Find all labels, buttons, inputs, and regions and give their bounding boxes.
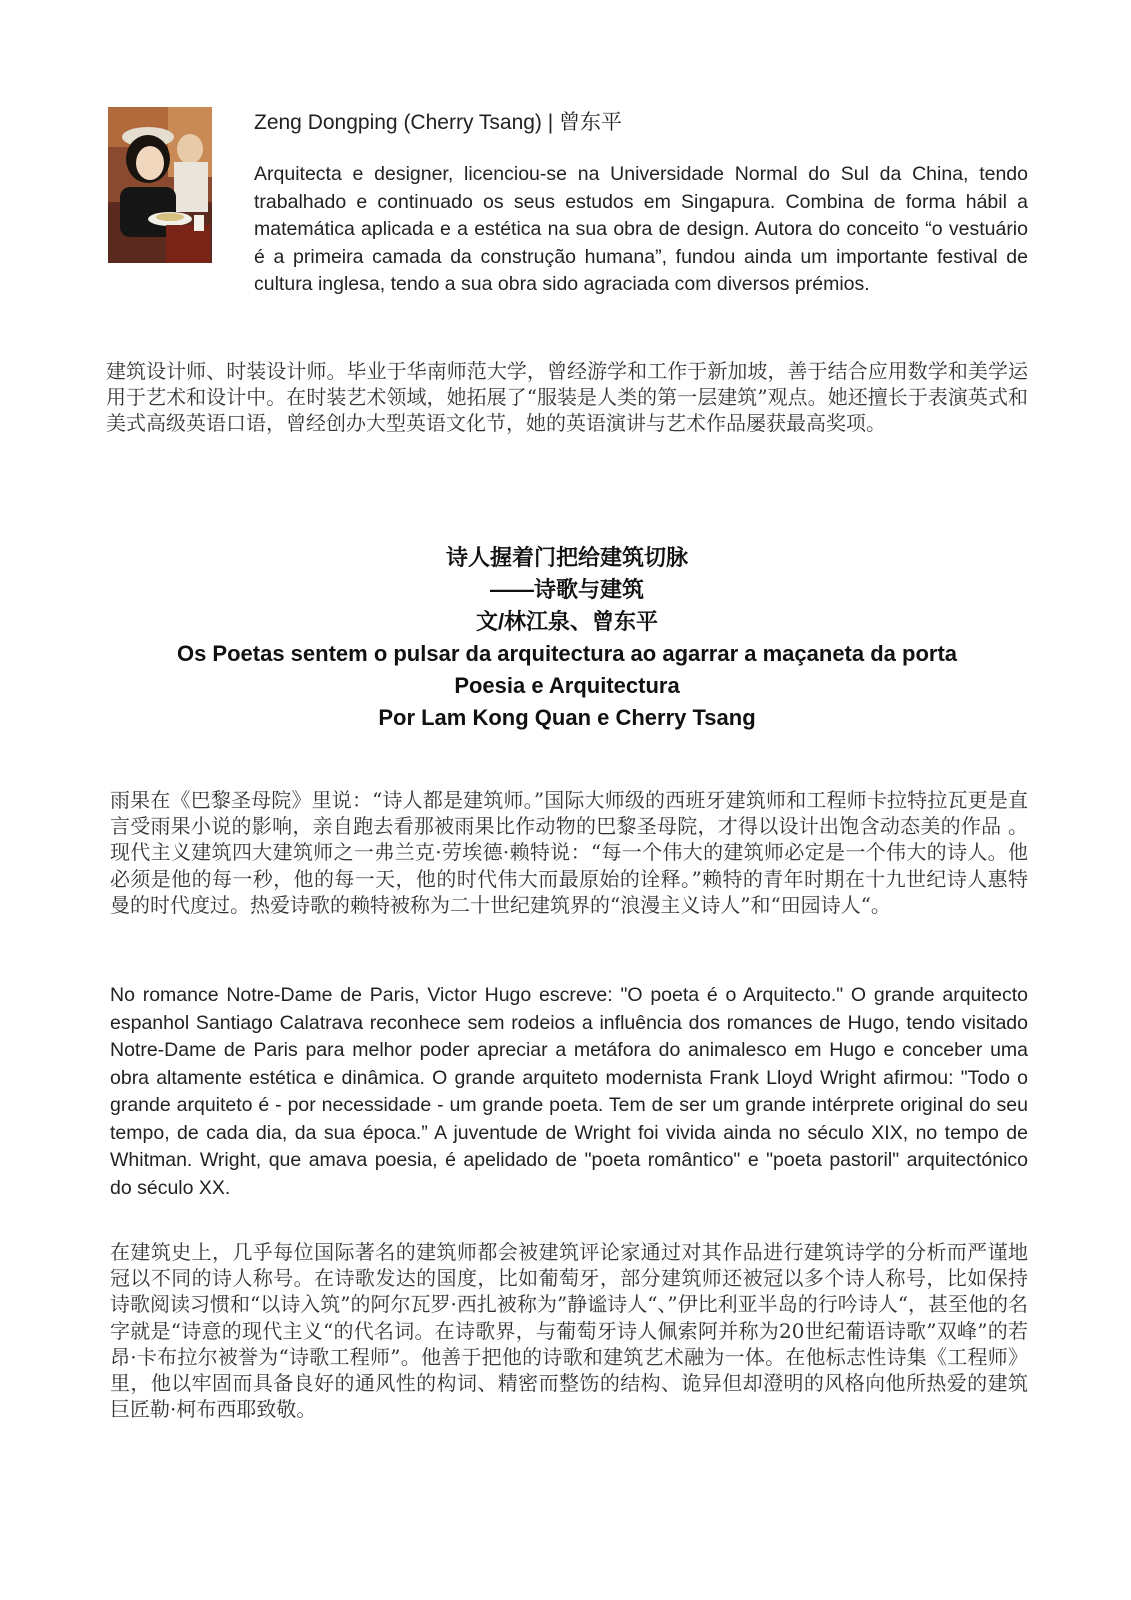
author-portrait-image	[108, 107, 212, 263]
byline-chinese: 文/林江泉、曾东平	[475, 609, 659, 634]
byline-portuguese: Por Lam Kong Quan e Cherry Tsang	[378, 705, 756, 730]
paragraph-chinese-1: 雨果在《巴黎圣母院》里说：“诗人都是建筑师。”国际大师级的西班牙建筑师和工程师卡拉特拉瓦更是直言受雨果小说的影响，亲自跑去看那被雨果比作动物的巴黎圣母院，才得以设计出饱含动态美的作品 。现代主义建筑四大建筑师之一弗兰克·劳埃德·赖特说：“每一个伟大的建筑师必定是一个伟大的诗人。他必须是他的每一秒，他的每一天，他的时代伟大而最原始的诠释。”赖特的青年时期在十九世纪诗人惠特曼的时代度过。热爱诗歌的赖特被称为二十世纪建筑界的“浪漫主义诗人”和“田园诗人“。	[110, 788, 1028, 917]
author-bio-chinese: 建筑设计师、时装设计师。毕业于华南师范大学，曾经游学和工作于新加坡，善于结合应用数学和美学运用于艺术和设计中。在时装艺术领域，她拓展了“服装是人类的第一层建筑”观点。她还擅长于表演英式和美式高级英语口语，曾经创办大型英语文化节，她的英语演讲与艺术作品屡获最高奖项。	[106, 359, 1028, 435]
paragraph-chinese-2: 在建筑史上，几乎每位国际著名的建筑师都会被建筑评论家通过对其作品进行建筑诗学的分析而严谨地冠以不同的诗人称号。在诗歌发达的国度，比如葡萄牙，部分建筑师还被冠以多个诗人称号，比如保持诗歌阅读习惯和“以诗入筑”的阿尔瓦罗·西扎被称为”静谧诗人“、”伊比利亚半岛的行吟诗人“，甚至他的名字就是“诗意的现代主义“的代名词。在诗歌界，与葡萄牙诗人佩索阿并称为20世纪葡语诗歌”双峰”的若昂·卡布拉尔被誉为“诗歌工程师”。他善于把他的诗歌和建筑艺术融为一体。在他标志性诗集《工程师》里，他以牢固而具备良好的通风性的构词、精密而整饬的结构、诡异但却澄明的风格向他所热爱的建筑巨匠勒·柯布西耶致敬。	[110, 1240, 1028, 1422]
title-portuguese: Os Poetas sentem o pulsar da arquitectura ao agarrar a maçaneta da porta	[176, 641, 958, 666]
paragraph-portuguese: No romance Notre-Dame de Paris, Victor Hugo escreve: "O poeta é o Arquitecto." O grande arquitecto espanhol Santiago Calatrava reconhece sem rodeios a influência dos romances de Hugo, tendo visitado Notre-Dame de Paris para melhor poder apreciar a metáfora do animalesco em Hugo e conceber uma obra altamente estética e dinâmica. O grande arquiteto modernista Frank Lloyd Wright afirmou: "Todo o grande arquiteto é - por necessidade - um grande poeta. Tem de ser um grande intérprete original do seu tempo, de cada dia, da sua época.” A juventude de Wright foi vivida ainda no século XIX, no tempo de Whitman. Wright, que amava poesia, é apelidado de "poeta romântico" e "poeta pastoril" arquitectónico do século XX.	[110, 984, 1028, 1199]
subtitle-portuguese: Poesia e Arquitectura	[454, 673, 680, 698]
article-title-block	[106, 542, 1028, 734]
author-bio-portuguese: Arquitecta e designer, licenciou-se na Universidade Normal do Sul da China, tendo trabalhado e continuado os seus estudos em Singapura. Combina de forma hábil a matemática aplicada e a estética na sua obra de design. Autora do conceito “o vestuário é a primeira camada da construção humana”, fundou ainda um importante festival de cultura inglesa, tendo a sua obra sido agraciada com diversos prémios.	[254, 163, 1028, 295]
author-name: Zeng Dongping (Cherry Tsang) | 曾东平	[254, 111, 623, 134]
title-chinese: 诗人握着门把给建筑切脉	[445, 545, 688, 570]
author-photo	[108, 107, 212, 263]
subtitle-chinese: ——诗歌与建筑	[489, 577, 644, 602]
